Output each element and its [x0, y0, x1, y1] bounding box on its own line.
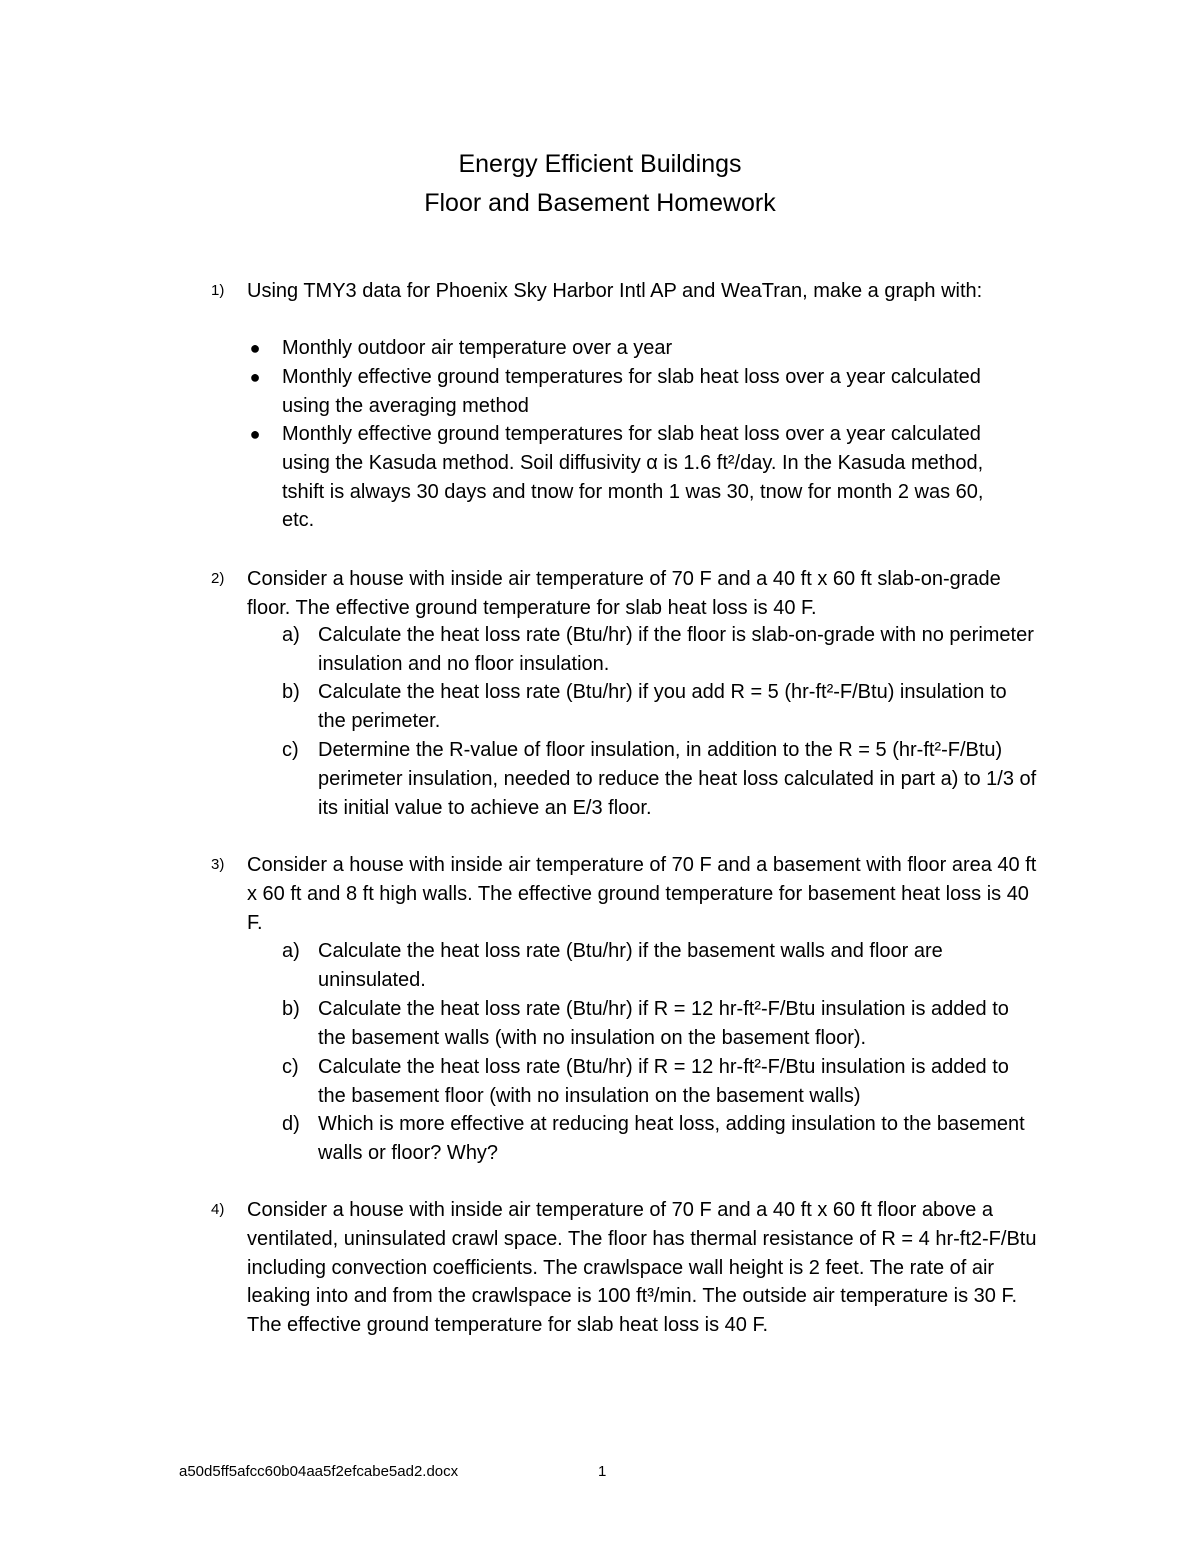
footer-page-number: 1: [598, 1463, 607, 1480]
question-3-part-c-label: c): [282, 1056, 299, 1078]
question-1-number: 1): [211, 282, 225, 299]
document-title: Energy Efficient Buildings: [458, 150, 742, 178]
question-3-part-a-label: a): [282, 940, 300, 962]
bullet-2: ●: [249, 367, 261, 387]
question-1-text: Using TMY3 data for Phoenix Sky Harbor Intl AP and WeaTran, make a graph with:: [247, 280, 983, 302]
question-3-text: Consider a house with inside air temperature of 70 F and a basement with floor area 40 ft x 60 ft and 8 ft high walls. The effective ground temperature for basement heat loss is 40 F.: [247, 854, 1037, 934]
bullet-1: ●: [249, 338, 261, 358]
question-4-number: 4): [211, 1201, 225, 1218]
question-3-number: 3): [211, 856, 225, 873]
question-2-part-c-label: c): [282, 739, 299, 761]
question-2-part-b: Calculate the heat loss rate (Btu/hr) if you add R = 5 (hr-ft²-F/Btu) insulation to the perimeter.: [318, 681, 1007, 732]
question-2-part-b-label: b): [282, 681, 300, 703]
question-3-part-d: Which is more effective at reducing heat loss, adding insulation to the basement walls or floor? Why?: [318, 1113, 1025, 1164]
question-2-part-a-label: a): [282, 624, 300, 646]
question-3-part-a: Calculate the heat loss rate (Btu/hr) if the basement walls and floor are uninsulated.: [318, 940, 943, 991]
footer-filename: a50d5ff5afcc60b04aa5f2efcabe5ad2.docx: [179, 1463, 459, 1480]
question-1-bullet-1: Monthly outdoor air temperature over a year: [282, 337, 673, 359]
question-1-bullet-2: Monthly effective ground temperatures for slab heat loss over a year calculated using the averaging method: [282, 366, 981, 417]
question-3-part-c: Calculate the heat loss rate (Btu/hr) if R = 12 hr-ft²-F/Btu insulation is added to the basement floor (with no insulation on the basement walls): [318, 1056, 1009, 1107]
bullet-3: ●: [249, 424, 261, 444]
question-2-number: 2): [211, 570, 225, 587]
question-2-text: Consider a house with inside air temperature of 70 F and a 40 ft x 60 ft slab-on-grade floor. The effective ground temperature for slab heat loss is 40 F.: [247, 568, 1001, 619]
question-2-part-c: Determine the R-value of floor insulation, in addition to the R = 5 (hr-ft²-F/Btu) perimeter insulation, needed to reduce the heat loss calculated in part a) to 1/3 of its initial value to achieve an E/3 floor.: [318, 739, 1037, 819]
question-3-part-d-label: d): [282, 1113, 300, 1135]
question-3-part-b: Calculate the heat loss rate (Btu/hr) if R = 12 hr-ft²-F/Btu insulation is added to the basement walls (with no insulation on the basement floor).: [318, 998, 1009, 1049]
question-1-bullet-3: Monthly effective ground temperatures for slab heat loss over a year calculated using the Kasuda method. Soil diffusivity α is 1.6 ft²/day. In the Kasuda method, tshift is always 30 days and tnow for month 1 was 30, tnow for month 2 was 60, etc.: [282, 423, 984, 532]
question-3-part-b-label: b): [282, 998, 300, 1020]
question-4-text: Consider a house with inside air temperature of 70 F and a 40 ft x 60 ft floor above a ventilated, uninsulated crawl space. The floor has thermal resistance of R = 4 hr-ft2-F/Btu including convection coefficients. The crawlspace wall height is 2 feet. The rate of air leaking into and from the crawlspace is 100 ft³/min. The outside air temperature is 30 F. The effective ground temperature for slab heat loss is 40 F.: [247, 1199, 1037, 1337]
question-2-part-a: Calculate the heat loss rate (Btu/hr) if the floor is slab-on-grade with no perimeter insulation and no floor insulation.: [318, 624, 1034, 675]
document-subtitle: Floor and Basement Homework: [424, 189, 776, 217]
